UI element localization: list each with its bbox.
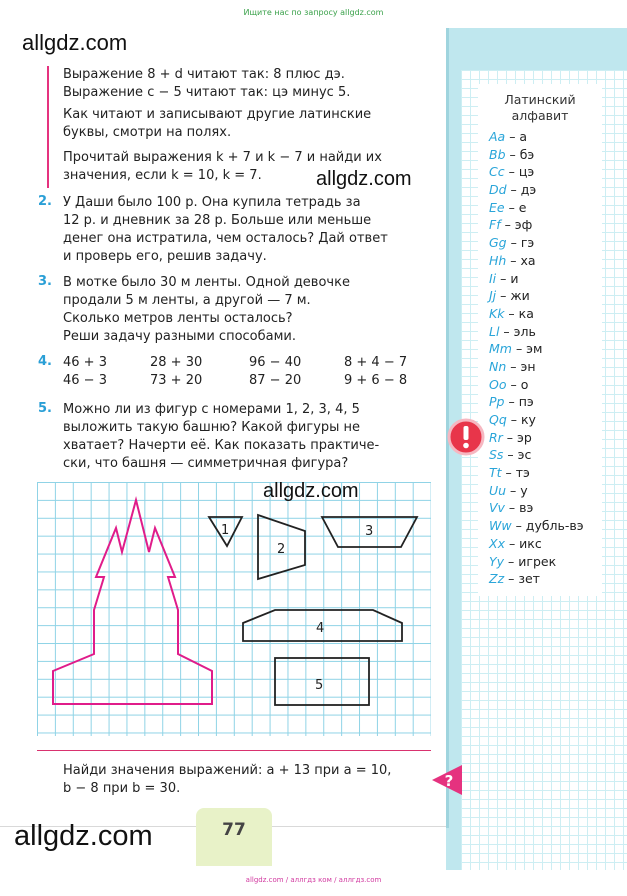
letter-name: эн [520,358,536,374]
latin-letter: Uu [489,482,507,498]
dash: – [506,376,521,392]
task5-line: хватает? Начерти её. Как показать практиче- [63,438,380,453]
letter-name: гэ [520,235,535,251]
letter-name: ку [520,412,536,427]
latin-letter: Zz [489,571,505,587]
dash: – [511,341,527,357]
expression: 73 + 20 [150,373,203,388]
top-link[interactable]: Ищите нас по запросу allgdz.com [243,8,384,17]
letter-name: дубль-вэ [525,518,584,534]
letter-name: вэ [519,500,534,516]
letter-name: и [510,270,519,286]
latin-letter: Ee [489,199,505,215]
task-number: 5. [38,401,52,416]
task2-line: денег она истратила, чем осталось? Дай ответ [63,231,388,246]
expression: 9 + 6 − 8 [344,373,408,388]
task-number: 4. [38,354,52,369]
letter-name: зет [518,571,540,587]
expression: 46 − 3 [63,373,107,388]
alphabet-row [489,270,627,288]
alphabet-row [489,323,627,341]
alphabet-list [489,128,627,588]
alphabet-row [489,199,627,217]
latin-letter: Bb [489,146,506,162]
letter-name: дэ [520,182,537,198]
dash: – [500,217,515,233]
alphabet-row [489,464,627,482]
latin-letter: Cc [489,164,505,180]
bonus-line: Найди значения выражений: a + 13 при a = 10, [63,763,392,778]
letter-name: ха [520,252,536,268]
expression: 96 − 40 [249,355,302,370]
exclamation-icon [447,418,485,456]
letter-name: эль [513,323,536,339]
latin-letter: Mm [489,341,512,357]
letter-name: эм [526,341,543,357]
intro-line: значения, если k = 10, k = 7. [63,168,262,183]
letter-name: цэ [518,164,535,180]
task3-line: В мотке было 30 м ленты. Одной девочке [63,275,350,290]
latin-letter: Gg [489,235,507,251]
watermark: allgdz.com [14,820,153,852]
letter-name: жи [510,288,530,304]
dash: – [496,288,511,304]
latin-letter: Dd [489,182,507,198]
alphabet-title: Латинский алфавит [504,92,576,123]
intro-line: Выражение 8 + d читают так: 8 плюс дэ. [63,67,345,82]
alphabet-row [489,376,627,394]
latin-letter: Hh [489,252,507,268]
latin-letter: Ss [489,447,504,463]
task2-line: и проверь его, решив задачу. [63,249,267,264]
alphabet-row [489,163,627,181]
dash: – [499,323,514,339]
dash: – [504,571,519,587]
intro-line: Как читают и записывают другие латинские [63,107,372,122]
dash: – [501,465,516,481]
latin-letter: Aa [489,129,506,144]
dash: – [504,535,520,551]
watermark: allgdz.com [316,168,412,190]
latin-letter: Rr [489,429,503,445]
dash: – [506,182,521,198]
letter-name: эф [514,217,533,233]
dash: – [504,199,519,215]
alphabet-row [489,393,627,411]
letter-name: ка [518,305,534,321]
letter-name: о [520,376,529,392]
task5-line: выложить такую башню? Какой фигуры не [63,420,361,435]
dash: – [504,394,519,410]
intro-rule [47,66,49,188]
watermark: allgdz.com [263,480,359,502]
tower-outline [53,500,212,704]
latin-letter: Kk [489,305,505,321]
figures-drawing [37,482,431,736]
expression: 87 − 20 [249,373,302,388]
expression: 28 + 30 [150,355,203,370]
alphabet-row [489,287,627,305]
task5-line: ски, что башня — симметричная фигура? [63,456,349,471]
letter-name: бэ [519,146,535,162]
task3-line: продали 5 м ленты, а другой — 7 м. [63,293,311,308]
latin-letter: Oo [489,376,507,392]
alphabet-row [489,305,627,323]
latin-letter: Tt [489,465,502,481]
task-number: 2. [38,194,52,209]
svg-text:?: ? [444,772,454,790]
alphabet-row [489,234,627,252]
dash: – [503,447,518,463]
dash: – [506,252,521,268]
latin-letter: Nn [489,358,507,374]
letter-name: икс [519,535,542,551]
task3-line: Сколько метров ленты осталось? [63,311,293,326]
alphabet-row [489,146,627,164]
task-number: 3. [38,274,52,289]
bonus-divider [37,750,431,751]
bottom-link[interactable]: allgdz.com / аллгдз ком / аллгдз.com [245,876,382,884]
dash: – [506,235,521,251]
alphabet-row [489,570,627,588]
latin-letter: Ff [489,217,501,233]
task3-line: Реши задачу разными способами. [63,329,297,344]
expression: 8 + 4 − 7 [344,355,408,370]
latin-letter: Ll [489,323,500,339]
letter-name: игрек [518,553,557,569]
latin-letter: Ww [489,518,512,534]
alphabet-row [489,499,627,517]
question-icon [432,765,462,795]
letter-name: эр [517,429,532,445]
figure-label: 4 [316,621,325,636]
latin-letter: Qq [489,412,507,427]
latin-letter: Xx [489,535,505,551]
alphabet-row [489,411,627,429]
intro-line: Прочитай выражения k + 7 и k − 7 и найди их [63,150,382,165]
latin-letter: Yy [489,553,505,569]
latin-letter: Ii [489,270,497,286]
intro-line: Выражение c − 5 читают так: цэ минус 5. [63,85,351,100]
alphabet-row [489,181,627,199]
letter-name: пэ [518,394,534,410]
dash: – [502,429,518,445]
dash: – [505,146,520,162]
bonus-line: b − 8 при b = 30. [63,781,181,796]
dash: – [504,553,519,569]
dash: – [506,358,521,374]
alphabet-row [489,446,627,464]
alphabet-row [489,358,627,376]
alphabet-row [489,517,627,535]
alphabet-row [489,482,627,500]
letter-name: эс [517,447,532,463]
figure-label: 1 [221,523,230,538]
intro-line: буквы, смотри на полях. [63,125,232,140]
figure-label: 5 [315,678,324,693]
alphabet-row [489,252,627,270]
task5-line: Можно ли из фигур с номерами 1, 2, 3, 4, 5 [63,402,360,417]
task2-line: 12 р. и дневник за 28 р. Больше или меньше [63,213,372,228]
expression-row [63,354,443,372]
dash: – [506,482,521,498]
letter-name: тэ [515,465,530,481]
expression-row [63,372,443,390]
letter-name: у [520,482,528,498]
alphabet-row [489,535,627,553]
letter-name: а [519,129,528,144]
dash: – [511,518,526,534]
letter-name: е [518,199,527,215]
dash: – [505,129,520,144]
alphabet-row [489,340,627,358]
figure-label: 3 [365,524,374,539]
latin-letter: Pp [489,394,505,410]
expression-grid [63,354,443,390]
dash: – [504,164,519,180]
task2-line: У Даши было 100 р. Она купила тетрадь за [63,195,361,210]
page-number: 77 [222,820,246,840]
alphabet-row [489,553,627,571]
dash: – [504,500,520,516]
dash: – [506,412,521,427]
watermark: allgdz.com [22,30,128,55]
alphabet-row [489,216,627,234]
dash: – [496,270,511,286]
latin-letter: Vv [489,500,505,516]
figure-label: 2 [277,542,286,557]
dash: – [504,305,519,321]
latin-letter: Jj [489,288,497,304]
alphabet-row [489,128,627,146]
expression: 46 + 3 [63,355,107,370]
alphabet-row [489,429,627,447]
